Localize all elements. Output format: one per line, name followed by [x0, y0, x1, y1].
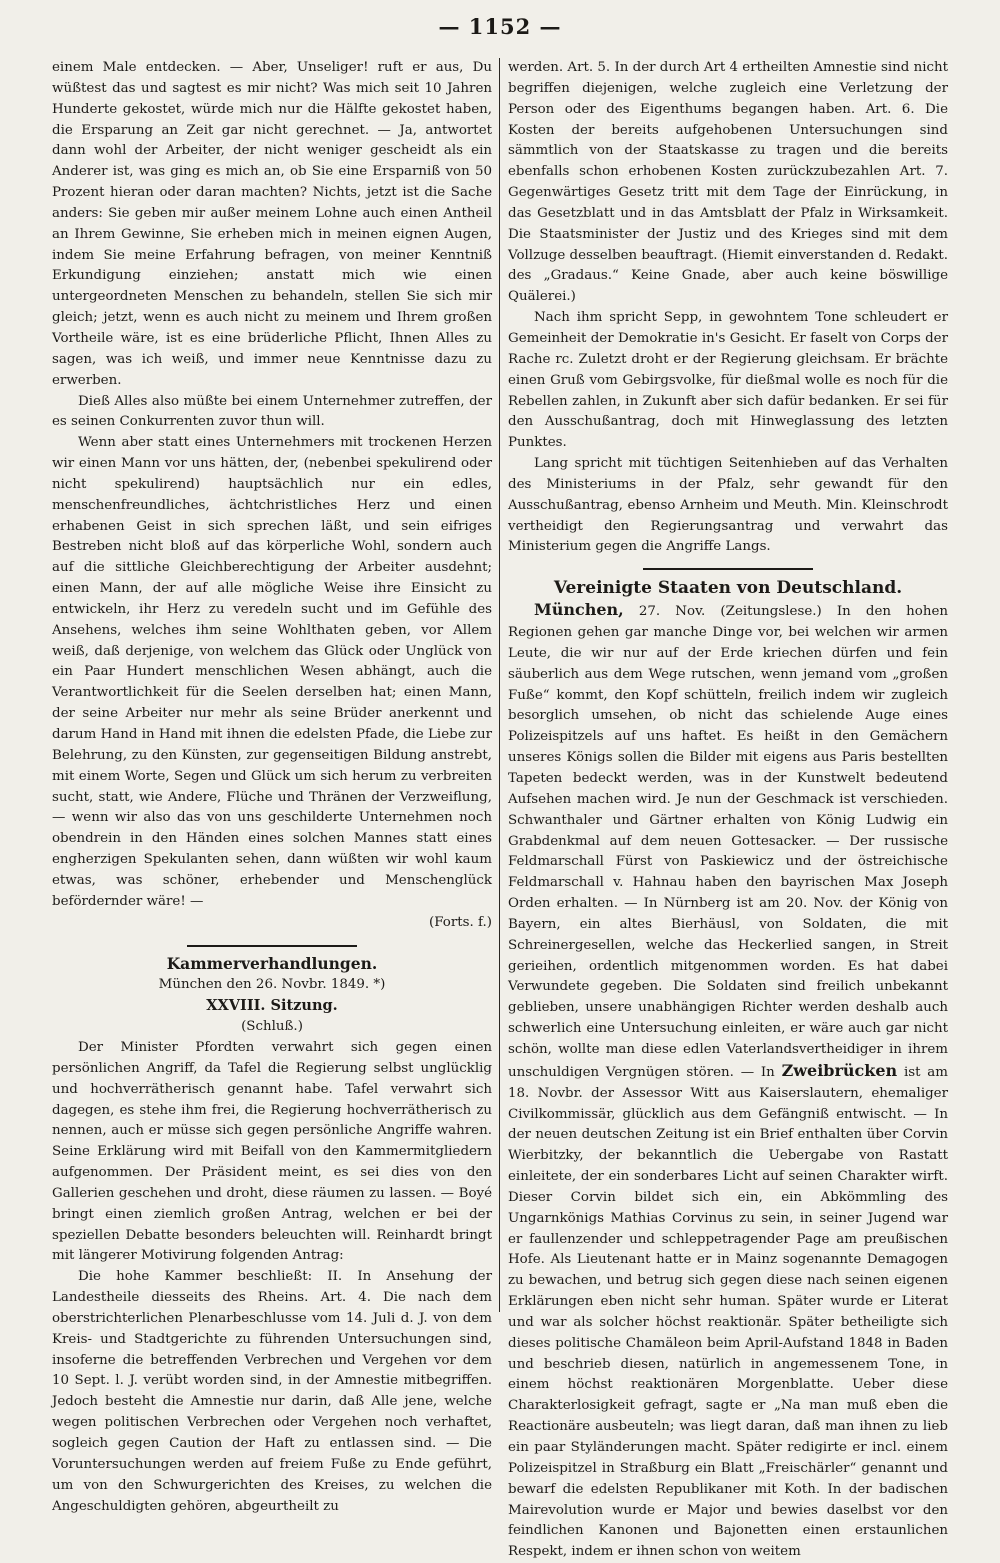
city-name: München,	[534, 600, 624, 620]
column-rule	[499, 58, 500, 1312]
right-column	[508, 58, 948, 1560]
article-paragraph: Dieß Alles also müßte bei einem Unternehmer zutreffen, der es seinen Conkurrenten zuvor thun will.	[52, 393, 492, 430]
city-name: Zweibrücken	[781, 1060, 898, 1080]
section-title-vereinigte-staaten: Vereinigte Staaten von Deutschland.	[553, 578, 903, 599]
section-divider	[643, 568, 813, 570]
article-paragraph: Lang spricht mit tüchtigen Seitenhieben auf das Verhalten des Ministeriums in der Pfalz, sehr gewandt für den Ausschußantrag, ebenso Arnheim und Meuth. Min. Kleinschrodt vertheidigt den Regierungsantrag und verwahrt das Ministerium gegen die Angriffe Langs.	[508, 456, 948, 555]
page-number: — 1152 —	[438, 14, 562, 39]
article-paragraph: Nach ihm spricht Sepp, in gewohntem Tone schleudert er Gemeinheit der Demokratie in's Gesicht. Er faselt von Corps der Rache rc. Zuletzt droht er der Regierung gleichsam. Er brächte einen Gruß vom Gebirgsvolke, für dießmal wolle es noch für die Rebellen zahlen, in Zukunft aber sich dafür bedanken. Er sei für den Ausschußantrag, doch mit Hinweglassung des letzten Punktes.	[508, 310, 948, 451]
article-text: In	[760, 1064, 775, 1080]
article-paragraph: Wenn aber statt eines Unternehmers mit trockenen Herzen wir einen Mann vor uns hätten, der, (nebenbei spekulirend oder nicht spekulirend) hauptsächlich nur ein edles, menschenfreundliches, ächtchristliches Herz und einen erhabenen Geist in sich sprechen läßt, und sein eifriges Bestreben nicht bloß auf das körperliche Wohl, sondern auch auf die sittliche Gleichberechtigung der Arbeiter ausdehnt; einen Mann, der auf alle mögliche Weise ihre Einsicht zu entwickeln, ihr Herz zu veredeln sucht und im Gefühle des Ansehens, welches ihm seine Wohlthaten geben, vor Allem weiß, daß derjenige, von welchem das Glück oder Unglück von ein Paar Hundert menschlichen Wesen abhängt, auch die Verantwortlichkeit für die Seelen derselben hat; einen Mann, der seine Arbeiter nur mehr als seine Brüder anerkennt und darum Hand in Hand mit ihnen die edelsten Pfade, die Liebe zur Belehrung, zu den Künsten, zur gegenseitigen Bildung anstrebt, mit einem Worte, Segen und Glück um sich herum zu verbreiten sucht, statt, wie Andere, Flüche und Thränen der Verzweiflung, — wenn wir also das von uns geschilderte Unternehmen noch obendrein in den Händen eines solchen Mannes statt eines engherzigen Spekulanten sehen, dann wüßten wir wohl kaum etwas, was schöner, erhebender und Menschenglück befördernder wäre! —	[52, 435, 492, 909]
continuation-note: (Forts. f.)	[429, 914, 492, 930]
article-paragraph: Die hohe Kammer beschließt: II. In Ansehung der Landestheile diesseits des Rheins. Art. 4. Die nach dem oberstrichterlichen Plenarbeschlusse vom 14. Juli d. J. von dem Kreis- und Stadtgerichte zu führenden Untersuchungen sind, insoferne die betreffenden Verbrechen und Vergehen vor dem 10 Sept. l. J. verübt worden sind, in der Amnestie mitbegriffen. Jedoch besteht die Amnestie nur darin, daß Alle jene, welche wegen politischen Verbrechen oder Vergehen noch verhaftet, sogleich gegen Caution der Haft zu entlassen sind. — Die Voruntersuchungen werden auf freiem Fuße zu Ende geführt, um von den Schwurgerichten des Kreises, zu welchen die Angeschuldigten gehören, abgeurtheilt zu	[52, 1269, 492, 1514]
article-paragraph: einem Male entdecken. — Aber, Unseliger! ruft er aus, Du wüßtest das und sagtest es mir nicht? Was mich seit 10 Jahren Hunderte gekostet, würde mich nur die Hälfte gekostet haben, die Ersparung an Zeit gar nicht gerechnet. — Ja, antwortet dann wohl der Arbeiter, der nicht weniger gescheidt als ein Anderer ist, was ging es mich an, ob Sie eine Ersparniß von 50 Prozent hieran oder daran machten? Nichts, jetzt ist die Sache anders: Sie geben mir außer meinem Lohne auch einen Antheil an Ihrem Gewinne, Sie erheben mich in meinen eignen Augen, indem Sie meine Erfahrung befragen, von meiner Kenntniß Erkundigung einziehen; anstatt mich wie einen untergeordneten Menschen zu behandeln, stellen Sie sich mir gleich; jetzt, wenn es auch nicht zu meinem und Ihrem großen Vortheile wäre, ist es eine brüderliche Pflicht, Ihnen Alles zu sagen, was ich weiß, und immer neue Kenntnisse dazu zu erwerben.	[52, 60, 492, 388]
article-paragraph: Der Minister Pfordten verwahrt sich gegen einen persönlichen Angriff, da Tafel die Regierung selbst unglücklig und hochverrätherisch genannt habe. Tafel verwahrt sich dagegen, es stehe ihm frei, die Regierung hochverrätherisch zu nennen, auch er müsse sich gegen persönliche Angriffe wahren. Seine Erklärung wird mit Beifall von den Kammermitgliedern aufgenommen. Der Präsident meint, es sei dies von den Gallerien geschehen und droht, diese räumen zu lassen. — Boyé bringt einen ziemlich großen Antrag, welchen er bei der speziellen Debatte besonders beleuchten will. Reinhardt bringt mit längerer Motivirung folgenden Antrag:	[52, 1039, 492, 1264]
conclusion-note: (Schluß.)	[241, 1019, 303, 1035]
article-text: ist am 18. Novbr. der Assessor Witt aus Kaiserslautern, ehemaliger Civilkommissär, glücklich aus dem Gefängniß entwischt. — In der neuen deutschen Zeitung ist ein Brief enthalten über Corvin Wierbitzky, der bekanntlich die Uebergabe von Rastatt einleitete, der ein sonderbares Licht auf seinen Charakter wirft. Dieser Corvin bildet sich ein, ein Abkömmling des Ungarnkönigs Mathias Corvinus zu sein, in seiner Jugend war er faullenzender und schleppetragender Page am preußischen Hofe. Als Lieutenant hatte er in Mainz sogenannte Demagogen zu bewachen, und betrug sich gegen diese nach seinen eigenen Erklärungen eben nicht sehr human. Später wurde er Literat und war als solcher höchst reaktionär. Später betheiligte sich dieses politische Chamäleon beim April-Aufstand 1848 in Baden und beschrieb diesen, natürlich in angemessenem Tone, in einem höchst reaktionären Morgenblatte. Ueber diese Charakterlosigkeit gefragt, sagte er „Na man muß eben die Reactionäre ausbeuteln; was liegt daran, daß man ihnen zu lieb ein paar Styländerungen macht. Später redigirte er incl. einem Polizeispitzel in Straßburg ein Blatt „Freischärler“ genannt und bewarf die edelsten Republikaner mit Koth. In der badischen Mairevolution wurde er Major und bewies daselbst vor den feindlichen Kanonen und Bajonetten einen erstaunlichen Respekt, indem er ihnen schon von weitem	[508, 1064, 948, 1560]
article-paragraph: werden. Art. 5. In der durch Art 4 ertheilten Amnestie sind nicht begriffen diejenigen, welche zugleich eine Verletzung der Person oder des Eigenthums begangen haben. Art. 6. Die Kosten der bereits aufgehobenen Untersuchungen sind sämmtlich von der Staatskasse zu tragen und die bereits ebenfalls schon erhobenen Kosten zurückzubezahlen Art. 7. Gegenwärtiges Gesetz tritt mit dem Tage der Einrückung, in das Gesetzblatt und in das Amtsblatt der Pfalz in Wirksamkeit. Die Staatsminister der Justiz und des Krieges sind mit dem Vollzuge desselben beauftragt. (Hiemit einverstanden d. Redakt. des „Gradaus.“ Keine Gnade, aber auch keine böswillige Quälerei.)	[508, 60, 948, 305]
article-paragraph	[508, 600, 948, 1563]
article-text: 27. Nov. (Zeitungslese.) In den hohen Regionen gehen gar manche Dinge vor, bei welchen wir armen Leute, die wir nur auf der Erde kriechen dürfen und fein säuberlich aus dem Wege rutschen, wenn jemand vom „großen Fuße“ kommt, den Kopf schütteln, freilich indem wir zugleich besorglich umsehen, ob nicht das schielende Auge eines Polizeispitzels auf uns haftet. Es heißt in den Gemächern unseres Königs sollen die Bilder mit eigens aus Paris bestellten Tapeten bedeckt werden, was in der Kunstwelt bedeutend Aufsehen machen wird. Je nun der Geschmack ist verschieden. Schwanthaler und Gärtner erhalten von König Ludwig ein Grabdenkmal auf dem neuen Gottesacker. — Der russische Feldmarschall Fürst von Paskiewicz und der östreichische Feldmarschall v. Hahnau haben den bayrischen Max Joseph Orden erhalten. — In Nürnberg ist am 20. Nov. der König von Bayern, ein altes Bierhäusl, von Soldaten, die mit Schreinergesellen, welche das Heckerlied sangen, in Streit gerieihen, ordentlich mitgenommen worden. Es hat dabei Verwundete gegeben. Die Soldaten sind freilich unbekannt geblieben, unsere unabhängigen Richter werden deshalb auch schwerlich eine Untersuchung einleiten, er wäre auch gar nicht schön, wollte man diese edlen Vaterlandsvertheidiger in ihrem unschuldigen Vergnügen stören. —	[508, 604, 948, 1080]
dateline: München den 26. Novbr. 1849. *)	[158, 977, 386, 993]
left-column	[52, 58, 492, 1514]
section-divider	[187, 945, 357, 947]
session-heading: XXVIII. Sitzung.	[206, 997, 338, 1015]
section-title-kammerverhandlungen: Kammerverhandlungen.	[166, 954, 378, 974]
